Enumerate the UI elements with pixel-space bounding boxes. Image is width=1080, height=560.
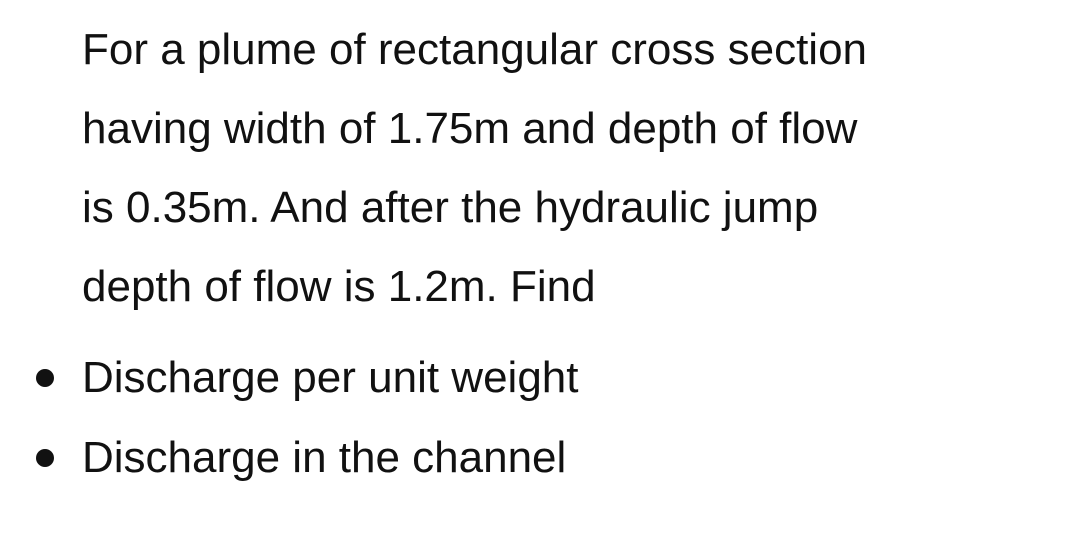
requirements-list — [36, 338, 578, 498]
paragraph-line: having width of 1.75m and depth of flow — [82, 104, 858, 153]
list-item — [36, 418, 578, 498]
list-item — [36, 338, 578, 418]
list-item-text: Discharge per unit weight — [82, 353, 579, 402]
paragraph-line: is 0.35m. And after the hydraulic jump — [82, 183, 819, 232]
list-item-text: Discharge in the channel — [82, 433, 567, 482]
paragraph-line: For a plume of rectangular cross section — [82, 25, 868, 74]
bullet-icon — [36, 369, 54, 387]
paragraph-line: depth of flow is 1.2m. Find — [82, 262, 596, 311]
bullet-icon — [36, 449, 54, 467]
problem-text — [82, 10, 1062, 326]
